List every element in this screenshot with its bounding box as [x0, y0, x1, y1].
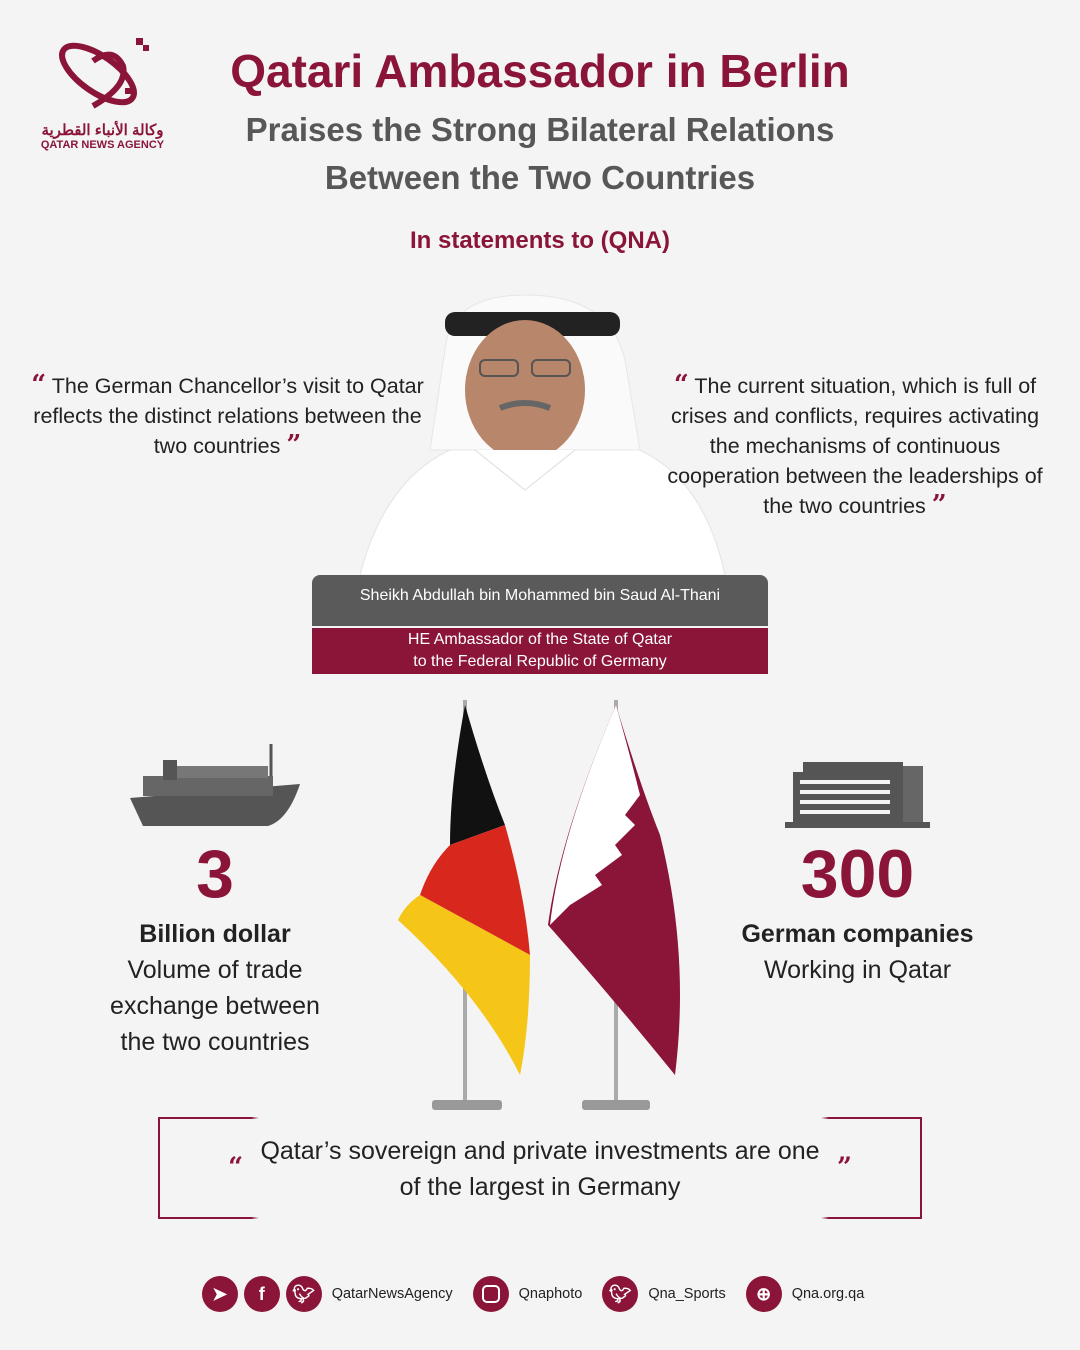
ambassador-name: Sheikh Abdullah bin Mohammed bin Saud Al-Thani [312, 575, 768, 626]
twitter-icon[interactable]: 🐦︎ [286, 1276, 322, 1312]
germany-flag [398, 700, 530, 1110]
telegram-icon[interactable]: ➤ [202, 1276, 238, 1312]
ship-icon [128, 740, 303, 830]
subtitle-line-2: Between the Two Countries [324, 159, 756, 196]
stat-trade-desc [50, 952, 380, 1060]
stat-trade-value: 3 [196, 836, 234, 912]
stat-companies-desc: Working in Qatar [763, 956, 952, 984]
globe-icon[interactable]: ⊕ [746, 1276, 782, 1312]
quote-right [655, 371, 1055, 521]
quote-right-text: The current situation, which is full of crises and conflicts, requires activating the mechanisms of continuous cooperation between the leaderships of the two countries [667, 374, 1043, 518]
bottom-quote-box [158, 1117, 922, 1219]
stat-trade-label: Billion dollar [139, 920, 291, 948]
qna-logo [30, 36, 175, 151]
page-title: Qatari Ambassador in Berlin [230, 45, 850, 97]
close-quote-icon: ” [836, 1152, 852, 1183]
stat-companies-value: 300 [800, 836, 915, 912]
desc-line: Volume of trade [127, 956, 303, 984]
statement-heading: In statements to (QNA) [409, 227, 670, 254]
handle-qatarnewsagency[interactable]: QatarNewsAgency [331, 1286, 453, 1302]
flags-illustration [390, 695, 700, 1115]
open-quote-icon: “ [228, 1152, 244, 1183]
instagram-icon[interactable] [473, 1276, 509, 1312]
facebook-icon[interactable]: f [244, 1276, 280, 1312]
bottom-quote-text: Qatar’s sovereign and private investments are one of the largest in Germany [260, 1137, 820, 1201]
role-line-2: to the Federal Republic of Germany [413, 653, 667, 670]
quote-left-text: The German Chancellor’s visit to Qatar reflects the distinct relations between the two countries [33, 374, 424, 458]
social-footer [0, 1276, 1080, 1312]
open-quote-icon: “ [673, 370, 689, 400]
close-quote-icon: ” [286, 430, 302, 460]
qna-logo-emblem [53, 36, 153, 116]
twitter-icon[interactable]: 🐦︎ [602, 1276, 638, 1312]
desc-line: the two countries [120, 1028, 310, 1056]
building-icon [785, 758, 930, 830]
handle-qna-sports[interactable]: Qna_Sports [648, 1286, 726, 1302]
close-quote-icon: ” [931, 490, 947, 520]
desc-line: exchange between [110, 992, 320, 1020]
handle-qnaphoto[interactable]: Qnaphoto [518, 1286, 583, 1302]
qatar-flag [548, 700, 680, 1110]
bottom-quote [160, 1133, 920, 1205]
role-line-1: HE Ambassador of the State of Qatar [407, 631, 673, 648]
name-caption [312, 575, 768, 674]
open-quote-icon: “ [31, 370, 47, 400]
quote-left [30, 371, 425, 461]
logo-arabic: وكالة الأنباء القطرية [41, 122, 164, 139]
ambassador-role [312, 628, 768, 674]
logo-english: QATAR NEWS AGENCY [40, 139, 165, 151]
subtitle-line-1: Praises the Strong Bilateral Relations [245, 111, 835, 148]
website-link[interactable]: Qna.org.qa [791, 1286, 865, 1302]
stat-companies-label: German companies [741, 920, 974, 948]
